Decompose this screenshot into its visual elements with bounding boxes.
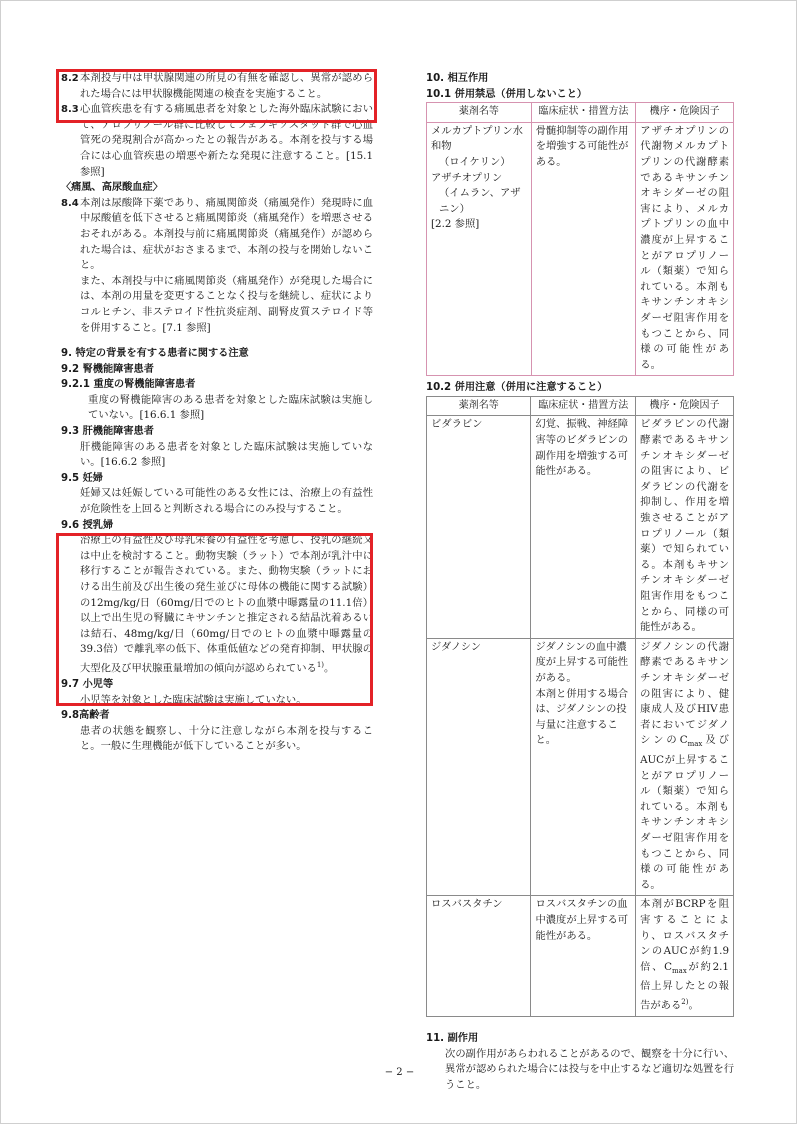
caution-table [426,396,734,1017]
page-number: − 2 − [384,1067,415,1078]
mech-sub: max [687,740,703,749]
table-row [427,638,734,896]
table-row [427,122,734,376]
cell-drug: ジダノシン [427,638,531,896]
header-drug: 薬剤名等 [427,103,532,123]
section-8-3-number: 8.3 [61,104,79,116]
section-9-6-heading: 9.6 授乳婦 [61,519,114,531]
section-9-7-text: 小児等を対象とした臨床試験は実施していない。 [80,693,307,706]
cell-symptom: 骨髄抑制等の副作用を増強する可能性がある。 [531,122,636,376]
table-row [427,416,734,638]
header-drug: 薬剤名等 [427,396,531,416]
mech-b: 及びAUCが上昇することがアロプリノール（類薬）で知られている。本剤もキサンチンオキシダーゼ阻害作用をもつことから、同様の可能性がある。 [640,734,730,891]
cell-symptom: ロスバスタチンの血中濃度が上昇する可能性がある。 [531,896,636,1017]
cell-drug [427,122,532,376]
section-10-1-heading: 10.1 併用禁忌（併用しないこと） [426,88,588,100]
highlight-box-9-6 [56,533,373,706]
section-8-4-text-a: 本剤は尿酸降下薬であり、痛風関節炎（痛風発作）発現時に血中尿酸値を低下させると痛風関節炎（痛風発作）を増悪させるおそれがある。本剤投与前に痛風関節炎（痛風発作）が認められた場合は、症状がおさまるまで、本剤の投与を開始しないこと。 [80,196,373,272]
mech-ref: 2) [681,997,689,1006]
cell-drug: ロスバスタチン [427,896,531,1017]
section-8-4-number: 8.4 [61,197,79,209]
section-8-3-text: 心血管疾患を有する痛風患者を対象とした海外臨床試験において、アロプリノール群に比較してフェブキソスタット群で心血管死の発現割合が高かったとの報告がある。本剤を投与する場合には心血管疾患の増悪や新たな発現に注意すること。[15.1 参照] [80,103,373,178]
symptom-b: 本剤と併用する場合は、ジダノシンの投与量に注意すること。 [535,687,629,747]
section-9-3-text: 肝機能障害のある患者を対象とした臨床試験は実施していない。[16.6.2 参照] [80,440,373,469]
section-8-4 [61,196,373,336]
section-9-2-heading: 9.2 腎機能障害患者 [61,363,154,375]
cell-mechanism: アザチオプリンの代謝物メルカプトプリンの代謝酵素であるキサンチンオキシダーゼの阻害により、メルカプトプリンの血中濃度が上昇することがアロプリノール（類薬）で知られている。本剤もキサンチンオキシダーゼ阻害作用をもつことから、同様の可能性がある。 [636,122,734,376]
section-9-heading: 9. 特定の背景を有する患者に関する注意 [61,348,249,360]
mech-end: 。 [688,999,699,1012]
mech-a: ジダノシンの代謝酵素であるキサンチンオキシダーゼの阻害により、健康成人及びHIV患者においてジダノシンのC [640,640,729,747]
section-9-6-body: 治療上の有益性及び母乳栄養の有益性を考慮し、授乳の継続又は中止を検討すること。動物実験（ラット）で本剤が乳汁中に移行することが報告されている。また、動物実験（ラットにおける出生前及び出生後の発生並びに母体の機能に関する試験）の12mg/kg/日（60mg/日でのヒトの血漿中曝露量の11.1倍）以上で出生児の腎臓にキサンチンと推定される結晶沈着あるいは結石、48mg/kg/日（60mg/日でのヒトの血漿中曝露量の39.3倍）で離乳率の低下、体重低値などの発育抑制、甲状腺の大型化及び甲状腺重量増加の傾向が認められている [80,534,373,675]
section-9-2-1-text: 重度の腎機能障害のある患者を対象とした臨床試験は実施していない。[16.6.1 参照] [88,393,373,422]
mech-b: が約2.1倍上昇したとの報告がある [640,960,729,1012]
table-header-row [427,396,734,416]
cell-mechanism [636,896,734,1017]
header-mechanism: 機序・危険因子 [636,396,734,416]
right-column [426,71,734,1093]
section-8-2-number: 8.2 [61,73,79,84]
section-9-3-heading: 9.3 肝機能障害患者 [61,426,154,438]
highlight-box-8-2 [56,69,377,123]
section-10-heading: 10. 相互作用 [426,73,489,84]
drug-name: メルカプトプリン水和物 [431,124,523,153]
section-9-8-text: 患者の状態を観察し、十分に注意しながら本剤を投与すること。一般に生理機能が低下していることが多い。 [80,724,373,753]
header-symptom: 臨床症状・措置方法 [531,396,636,416]
drug-brand: （ロイケリン） [439,155,511,168]
drug-ref: [2.2 参照] [431,218,480,231]
mech-a: 本剤がBCRPを阻害することにより、ロスバスタチンのAUCが約1.9倍、C [640,898,729,973]
header-symptom: 臨床症状・措置方法 [531,103,636,123]
section-8-2-text: 本剤投与中は甲状腺関連の所見の有無を確認し、異常が認められた場合には甲状腺機能関連の検査を実施すること。 [80,72,373,100]
table-header-row [427,103,734,123]
cell-symptom [531,638,636,896]
mech-sub: max [672,966,687,975]
cell-drug: ビダラビン [427,416,531,638]
cell-mechanism [636,638,734,896]
section-11-heading: 11. 副作用 [426,1032,479,1044]
section-9-5-text: 妊婦又は妊娠している可能性のある女性には、治療上の有益性が危険性を上回ると判断される場合にのみ投与すること。 [80,487,373,516]
table-row [427,896,734,1017]
gout-heading: 〈痛風、高尿酸血症〉 [61,182,163,194]
drug-name-2: アザチオプリン [431,171,503,184]
drug-brand-2: （イムラン、アザニン） [439,187,521,215]
section-10-2-heading: 10.2 併用注意（併用に注意すること） [426,382,608,394]
section-8-4-text-b: また、本剤投与中に痛風関節炎（痛風発作）が発現した場合には、本剤の用量を変更することなく投与を継続し、症状によりコルヒチン、非ステロイド性抗炎症剤、副腎皮質ステロイド等を併用すること。[7.1 参照] [80,274,373,334]
contraindication-table [426,102,734,376]
header-mechanism: 機序・危険因子 [636,103,734,123]
symptom-a: ジダノシンの血中濃度が上昇する可能性がある。 [535,640,629,684]
section-9-5-heading: 9.5 妊婦 [61,472,103,484]
section-9-2-1-heading: 9.2.1 重度の腎機能障害患者 [61,379,196,391]
section-11-text: 次の副作用があらわれることがあるので、観察を十分に行い、異常が認められた場合には投与を中止するなど適切な処置を行うこと。 [445,1047,734,1091]
cell-symptom: 幻覚、振戦、神経障害等のビダラビンの副作用を増強する可能性がある。 [531,416,636,638]
section-9-6-end: 。 [324,662,335,675]
section-9-7-heading: 9.7 小児等 [61,678,114,690]
section-9-8-heading: 9.8高齢者 [61,710,110,722]
section-9-6-ref: 1) [316,660,325,669]
cell-mechanism: ビダラビンの代謝酵素であるキサンチンオキシダーゼの阻害により、ビダラビンの代謝を抑制し、作用を増強させることがアロプリノール（類薬）で知られている。本剤もキサンチンオキシダーゼ阻害作用をもつことから、同様の可能性がある。 [636,416,734,638]
